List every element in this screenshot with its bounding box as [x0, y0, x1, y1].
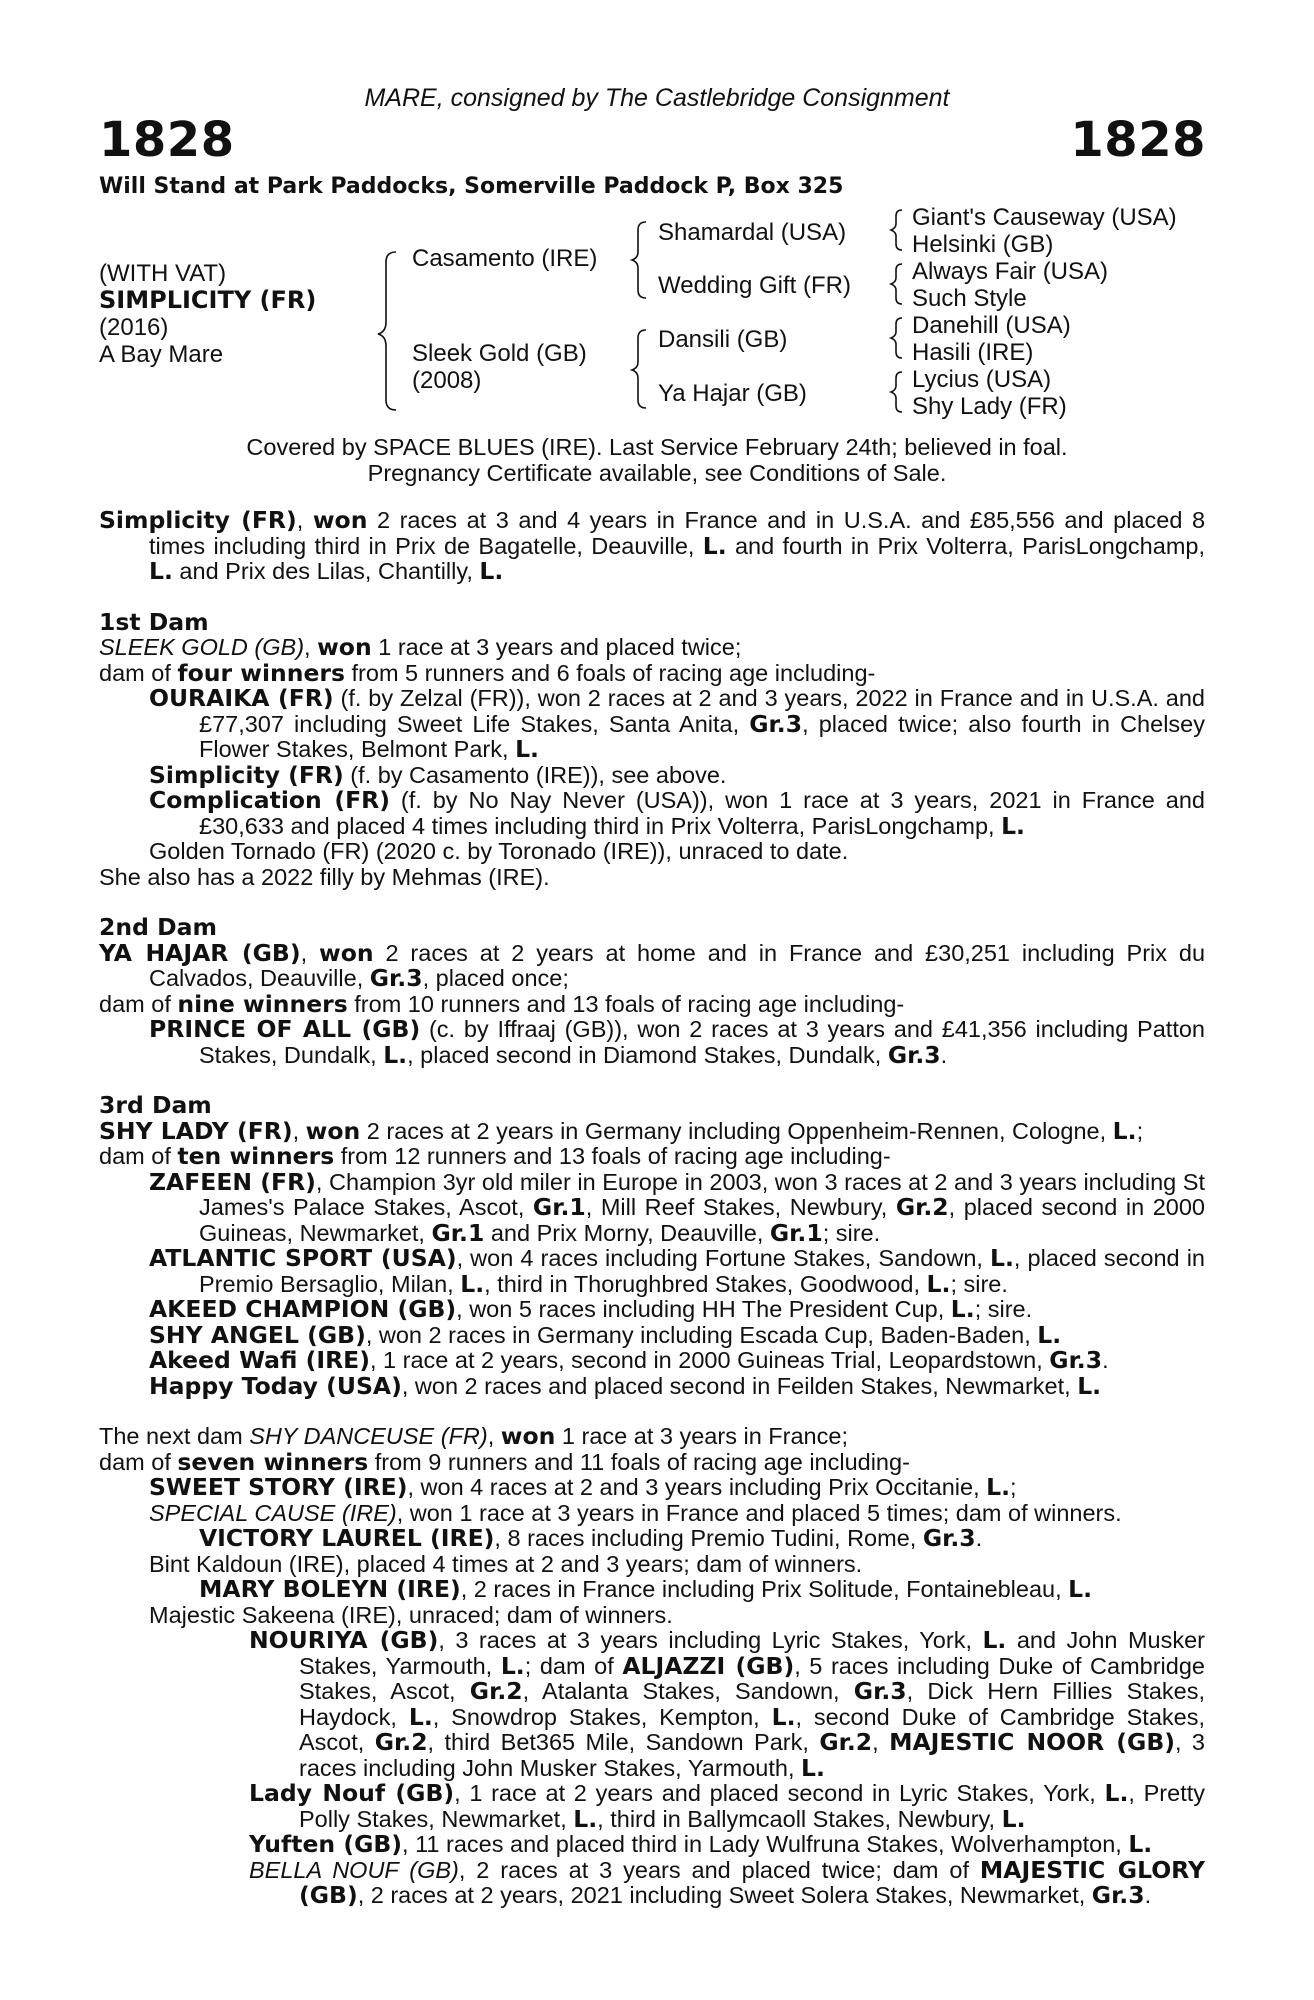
next-dam-produce — [99, 1447, 1205, 1476]
pedigree-brackets — [0, 0, 1314, 460]
listed-mark: L. — [1104, 1779, 1129, 1807]
produce-entry — [99, 1320, 1205, 1349]
produce-name: VICTORY LAUREL (IRE) — [199, 1524, 495, 1552]
lot-number-left: 1828 — [99, 112, 235, 168]
text: 2 races at 2 years at home and in France and £30,251 including Prix du Calvados, Deauville, — [149, 939, 1206, 991]
text: , Mill Reef Stakes, Newbury, — [585, 1194, 896, 1220]
text: ; — [1010, 1474, 1017, 1500]
first-dam-produce — [99, 658, 1205, 687]
second-dam-heading: 2nd Dam — [99, 913, 217, 941]
winners-count: seven winners — [177, 1447, 369, 1476]
produce-entry — [99, 788, 1205, 839]
listed-mark: L. — [460, 1269, 485, 1298]
listed-mark: L. — [1001, 811, 1025, 840]
listed-mark: L. — [1112, 1116, 1137, 1145]
winners-count: ten winners — [177, 1142, 335, 1170]
listed-mark: L. — [1037, 1320, 1062, 1349]
sd-dam: Such Style — [912, 285, 1027, 312]
grade-mark: Gr.3 — [749, 709, 803, 738]
horse-year: (2016) — [99, 314, 169, 341]
produce-entry — [99, 1832, 1205, 1858]
text: dam of — [99, 1448, 178, 1475]
grade-mark: Gr.2 — [895, 1193, 949, 1221]
listed-mark: L. — [573, 1804, 598, 1833]
text: . — [1102, 1347, 1109, 1373]
text: , placed twice; also fourth in Chelsey Flower Stakes, Belmont Park, — [199, 710, 1205, 762]
produce-entry: Golden Tornado (FR) (2020 c. by Toronado (IRE)), unraced to date. — [149, 838, 849, 864]
listed-mark: L. — [990, 1244, 1014, 1272]
consignment-line: MARE, consigned by The Castlebridge Consignment — [364, 84, 950, 112]
intro-paragraph: Simplicity (FR), won 2 races at 3 and 4 years in France and in U.S.A. and £85,556 and placed 8 times including third in Prix de Bagatelle, Deauville, L. and fourth in Prix Volterra, ParisLongchamp, L. and Prix des Lilas, Chantilly, L. — [99, 506, 1206, 585]
text: . — [940, 1041, 948, 1068]
text: ; sire. — [974, 1296, 1033, 1322]
produce-name: MARY BOLEYN (IRE) — [199, 1575, 461, 1603]
listed-mark: L. — [1077, 1371, 1102, 1400]
produce-name: NOURIYA (GB) — [249, 1626, 439, 1654]
grade-mark: Gr.3 — [1091, 1881, 1145, 1909]
winners-count: nine winners — [177, 989, 348, 1018]
text: from 12 runners and 13 foals of racing age including- — [334, 1143, 891, 1169]
text: The next dam — [99, 1423, 250, 1449]
text: , won 1 race at 3 years in France and placed 5 times; dam of winners. — [396, 1499, 1122, 1526]
produce-name: Complication (FR) — [149, 786, 390, 814]
text: (f. by No Nay Never (USA)), won 1 race at 3 years, 2021 in France and £30,633 and placed 4 times including third in Prix Volterra, ParisLongchamp, — [199, 787, 1205, 839]
listed-mark: L. — [801, 1753, 825, 1782]
text: , won 4 races at 2 and 3 years including Prix Occitanie, — [407, 1474, 987, 1500]
produce-entry — [99, 760, 1205, 789]
text: , third in Ballymcaoll Stakes, Newbury, — [597, 1805, 1002, 1832]
text: , won 2 races and placed second in Feilden Stakes, Newmarket, — [401, 1372, 1078, 1399]
text: 2 races at 2 years in Germany including Oppenheim-Rennen, Cologne, — [360, 1117, 1113, 1144]
grade-mark: Gr.1 — [769, 1218, 823, 1247]
grade-mark: Gr.1 — [532, 1193, 586, 1221]
horse-description: A Bay Mare — [99, 341, 224, 368]
text: , 11 races and placed third in Lady Wulfruna Stakes, Wolverhampton, — [402, 1831, 1129, 1857]
text: , second Duke of Cambridge Stakes, Ascot, — [299, 1703, 1205, 1755]
text: , won 4 races including Fortune Stakes, Sandown, — [456, 1245, 991, 1271]
text: 1 race at 3 years in France; — [555, 1423, 848, 1449]
listed-mark: L. — [982, 1626, 1007, 1654]
produce-entry — [99, 1628, 1205, 1781]
text: from 9 runners and 11 foals of racing age including- — [368, 1448, 910, 1475]
produce-name: OURAIKA (FR) — [149, 684, 334, 712]
text: , 2 races in France including Prix Solitude, Fontainebleau, — [460, 1576, 1069, 1602]
grade-mark: Gr.3 — [922, 1524, 976, 1552]
text: . — [975, 1525, 983, 1551]
text: from 10 runners and 13 foals of racing age including- — [347, 990, 905, 1017]
text: , 3 races including John Musker Stakes, Yarmouth, — [299, 1729, 1205, 1781]
produce-name: ZAFEEN (FR) — [149, 1167, 316, 1196]
text: 1 race at 3 years and placed twice; — [371, 634, 742, 660]
dd-dam: Shy Lady (FR) — [912, 393, 1067, 420]
produce-name: ATLANTIC SPORT (USA) — [149, 1244, 457, 1272]
bracket-g4-1 — [891, 210, 902, 250]
grade-mark: Gr.1 — [431, 1218, 485, 1247]
text: ; sire. — [950, 1270, 1008, 1297]
listed-mark: L. — [1128, 1830, 1153, 1858]
text: (f. by Zelzal (FR)), won 2 races at 2 and 3 years, 2022 in France and in U.S.A. and £77,307 including Sweet Life Stakes, Santa Anita, — [199, 685, 1206, 737]
text: , 1 race at 2 years, second in 2000 Guineas Trial, Leopardstown, — [369, 1347, 1050, 1373]
produce-name: Yuften (GB) — [249, 1830, 403, 1858]
produce-name: SHY ANGEL (GB) — [149, 1320, 366, 1349]
text: , won 5 races including HH The President Cup, — [456, 1296, 951, 1322]
produce-name: BELLA NOUF (GB) — [249, 1856, 459, 1883]
produce-entry — [99, 1297, 1205, 1323]
produce-entry — [99, 1017, 1205, 1068]
text: , Dick Hern Fillies Stakes, Haydock, — [299, 1678, 1206, 1730]
text: , third in Thorughbred Stakes, Goodwood, — [484, 1270, 927, 1297]
text: , — [872, 1729, 890, 1755]
listed-mark: L. — [702, 531, 727, 560]
third-dam-heading: 3rd Dam — [99, 1091, 212, 1119]
won-label: won — [319, 938, 374, 967]
dd-sire: Lycius (USA) — [912, 366, 1052, 393]
listed-mark: L. — [149, 557, 173, 585]
text: , 3 races at 3 years including Lyric Stakes, York, — [438, 1627, 983, 1653]
produce-entry — [99, 1167, 1205, 1247]
ss-dam: Helsinki (GB) — [912, 231, 1054, 258]
text: , Atalanta Stakes, Sandown, — [522, 1678, 854, 1704]
bracket-sire — [632, 222, 646, 298]
text: dam of — [99, 1143, 178, 1169]
text: (c. by Iffraaj (GB)), won 2 races at 3 years and £41,356 including Patton Stakes, Dundalk, — [199, 1016, 1205, 1068]
sire-sire: Shamardal (USA) — [658, 219, 847, 246]
dam-dam: Ya Hajar (GB) — [658, 380, 807, 407]
horse-name: SIMPLICITY (FR) — [99, 286, 317, 314]
produce-name: Akeed Wafi (IRE) — [149, 1346, 370, 1374]
produce-entry — [99, 1348, 1205, 1374]
produce-name: SWEET STORY (IRE) — [149, 1473, 408, 1501]
produce-entry — [99, 1526, 1205, 1552]
produce-entry: Majestic Sakeena (IRE), unraced; dam of winners. — [149, 1601, 673, 1628]
ds-sire: Danehill (USA) — [912, 312, 1071, 339]
won-label: won — [305, 1116, 361, 1145]
produce-name: MAJESTIC GLORY (GB) — [299, 1855, 1206, 1909]
produce-name: ALJAZZI (GB) — [622, 1651, 795, 1680]
listed-mark: L. — [408, 1702, 433, 1731]
second-dam-line: YA HAJAR (GB), won 2 races at 2 years at home and in France and £30,251 including Prix du Calvados, Deauville, Gr.3, placed once; — [99, 938, 1206, 992]
grade-mark: Gr.3 — [887, 1040, 941, 1069]
text: , placed once; — [422, 965, 569, 991]
text: , Pretty Polly Stakes, Newmarket, — [299, 1780, 1206, 1832]
intro-text: and Prix des Lilas, Chantilly, — [172, 558, 480, 584]
listed-mark: L. — [479, 557, 504, 585]
text: from 5 runners and 6 foals of racing age including- — [345, 659, 876, 686]
text: ; dam of — [524, 1652, 623, 1679]
text: , placed second in 2000 Guineas, Newmarket, — [199, 1194, 1205, 1246]
sd-sire: Always Fair (USA) — [912, 258, 1109, 285]
dam-sire: Dansili (GB) — [658, 326, 788, 353]
grade-mark: Gr.2 — [469, 1677, 523, 1705]
lot-number-right: 1828 — [1070, 112, 1206, 168]
text: , 8 races including Premio Tudini, Rome, — [494, 1525, 923, 1551]
sire-name: Casamento (IRE) — [412, 245, 598, 272]
listed-mark: L. — [1001, 1804, 1026, 1833]
third-dam-line: SHY LADY (FR), won 2 races at 2 years in Germany including Oppenheim-Rennen, Cologne, L.; — [99, 1116, 1144, 1145]
produce-entry — [99, 1781, 1205, 1832]
produce-name: MAJESTIC NOOR (GB) — [889, 1728, 1175, 1756]
dam-name: SLEEK GOLD (GB) — [99, 634, 305, 660]
text: , placed second in Premio Bersaglio, Milan, — [199, 1245, 1205, 1297]
grade-mark: Gr.3 — [369, 964, 423, 992]
text: , 2 races at 2 years, 2021 including Sweet Solera Stakes, Newmarket, — [357, 1882, 1092, 1908]
produce-entry — [99, 1501, 1205, 1527]
grade-mark: Gr.2 — [374, 1728, 428, 1756]
text: , 5 races including Duke of Cambridge Stakes, Ascot, — [299, 1652, 1205, 1704]
listed-mark: L. — [986, 1473, 1011, 1501]
listed-mark: L. — [500, 1651, 525, 1680]
grade-mark: Gr.2 — [819, 1728, 873, 1756]
dam-name: SHY LADY (FR) — [99, 1116, 293, 1145]
text: and Prix Morny, Deauville, — [484, 1219, 770, 1246]
winners-count: four winners — [177, 658, 345, 687]
text: , won 2 races in Germany including Escada Cup, Baden-Baden, — [365, 1321, 1038, 1348]
next-dam-line: The next dam SHY DANCEUSE (FR), won 1 race at 3 years in France; — [99, 1422, 848, 1450]
vat-label: (WITH VAT) — [99, 260, 227, 287]
text: , third Bet365 Mile, Sandown Park, — [427, 1729, 820, 1755]
text: , Champion 3yr old miler in Europe in 2003, won 3 races at 2 and 3 years including St James's Palace Stakes, Ascot, — [199, 1168, 1205, 1220]
listed-mark: L. — [1068, 1575, 1093, 1603]
third-dam-produce — [99, 1144, 1205, 1170]
listed-mark: L. — [515, 735, 539, 763]
grade-mark: Gr.3 — [1049, 1346, 1103, 1374]
produce-entry — [99, 1246, 1205, 1297]
covered-line-2: Pregnancy Certificate available, see Conditions of Sale. — [367, 460, 947, 486]
won-label: won — [500, 1422, 556, 1450]
produce-name: AKEED CHAMPION (GB) — [149, 1295, 457, 1323]
listed-mark: L. — [383, 1040, 408, 1069]
produce-name: Happy Today (USA) — [149, 1371, 402, 1400]
produce-name: SPECIAL CAUSE (IRE) — [149, 1499, 397, 1526]
text: , 2 races at 3 years and placed twice; dam of — [458, 1856, 980, 1883]
also-note: She also has a 2022 filly by Mehmas (IRE). — [99, 863, 550, 890]
stand-location: Will Stand at Park Paddocks, Somerville Paddock P, Box 325 — [99, 174, 844, 199]
sire-dam: Wedding Gift (FR) — [658, 272, 851, 299]
text: , placed second in Diamond Stakes, Dundalk, — [407, 1041, 888, 1068]
first-dam-line: SLEEK GOLD (GB), won 1 race at 3 years and placed twice; — [99, 633, 742, 661]
catalogue-body — [99, 508, 1205, 1909]
intro-text: and fourth in Prix Volterra, ParisLongchamp, — [726, 532, 1206, 559]
text: ; sire. — [822, 1219, 881, 1246]
dam-name: SHY DANCEUSE (FR) — [249, 1423, 488, 1449]
text: (f. by Casamento (IRE)), see above. — [343, 761, 727, 788]
text: , 1 race at 2 years and placed second in Lyric Stakes, York, — [454, 1780, 1105, 1806]
listed-mark: L. — [771, 1702, 796, 1731]
ds-dam: Hasili (IRE) — [912, 339, 1034, 366]
ss-sire: Giant's Causeway (USA) — [912, 204, 1177, 231]
produce-name: Lady Nouf (GB) — [249, 1779, 455, 1807]
text: , Snowdrop Stakes, Kempton, — [432, 1703, 772, 1730]
produce-entry — [99, 1371, 1205, 1400]
won-label: won — [312, 506, 368, 534]
bracket-g4-3 — [891, 318, 902, 358]
dam-year: (2008) — [412, 367, 482, 394]
produce-name: Simplicity (FR) — [149, 760, 344, 789]
second-dam-produce — [99, 989, 1205, 1018]
won-label: won — [317, 633, 372, 661]
covered-line-1: Covered by SPACE BLUES (IRE). Last Service February 24th; believed in foal. — [246, 434, 1068, 460]
dam-name: Sleek Gold (GB) — [412, 340, 587, 367]
bracket-g4-4 — [891, 372, 902, 412]
listed-mark: L. — [926, 1269, 951, 1298]
text: ; — [1136, 1117, 1144, 1144]
grade-mark: Gr.3 — [853, 1677, 907, 1705]
bracket-g4-2 — [891, 264, 902, 304]
produce-entry: Bint Kaldoun (IRE), placed 4 times at 2 and 3 years; dam of winners. — [149, 1550, 863, 1577]
first-dam-heading: 1st Dam — [99, 607, 209, 636]
bracket-main — [378, 252, 396, 410]
text: . — [1144, 1882, 1152, 1908]
text: and John Musker Stakes, Yarmouth, — [299, 1627, 1205, 1679]
listed-mark: L. — [950, 1295, 975, 1323]
produce-entry — [99, 1855, 1206, 1909]
produce-name: PRINCE OF ALL (GB) — [149, 1015, 421, 1043]
text: dam of — [99, 659, 178, 686]
covered-note — [0, 434, 1314, 486]
produce-entry — [99, 1475, 1205, 1501]
produce-entry — [99, 1577, 1205, 1603]
dam-name: YA HAJAR (GB) — [99, 938, 301, 967]
bracket-dam — [632, 330, 646, 408]
produce-entry — [99, 686, 1205, 763]
intro-text: 2 races at 3 and 4 years in France and in U.S.A. and £85,556 and placed 8 times including third in Prix de Bagatelle, Deauville, — [149, 507, 1206, 559]
horse-name-intro: Simplicity (FR) — [99, 506, 297, 534]
text: dam of — [99, 990, 178, 1017]
